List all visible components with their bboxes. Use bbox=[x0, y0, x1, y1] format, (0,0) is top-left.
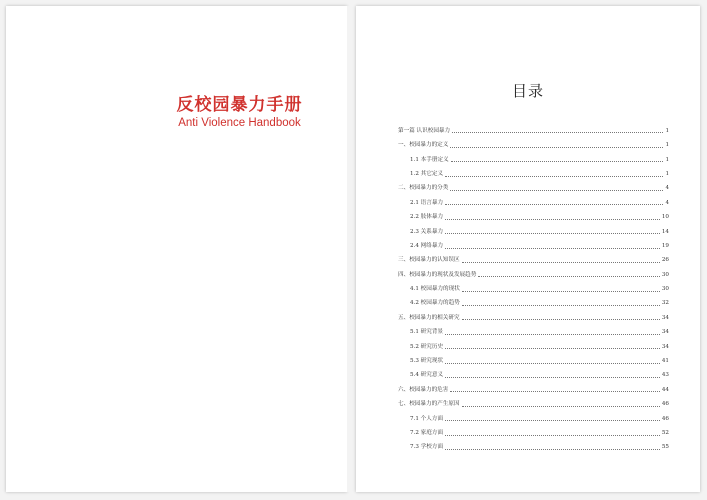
toc-entry-page-number: 34 bbox=[661, 314, 669, 321]
toc-entry[interactable] bbox=[398, 350, 669, 364]
toc-entry[interactable] bbox=[398, 178, 669, 192]
toc-entry-page-number: 34 bbox=[661, 343, 669, 350]
toc-entry[interactable] bbox=[398, 149, 669, 163]
toc-entry[interactable] bbox=[398, 336, 669, 350]
toc-entry-page-number: 1 bbox=[665, 142, 669, 149]
toc-entry-page-number: 44 bbox=[661, 386, 669, 393]
toc-leader-dots bbox=[445, 449, 660, 450]
toc-entry-page-number: 41 bbox=[661, 358, 669, 365]
toc-entry-page-number: 43 bbox=[661, 372, 669, 379]
toc-leader-dots bbox=[450, 391, 660, 392]
toc-leader-dots bbox=[445, 334, 660, 335]
toc-entry-label: 7.1 个人方面 bbox=[410, 415, 444, 422]
toc-entry-label: 7.3 学校方面 bbox=[410, 444, 444, 451]
toc-entry[interactable] bbox=[398, 293, 669, 307]
toc-leader-dots bbox=[452, 132, 663, 133]
toc-entry[interactable] bbox=[398, 437, 669, 451]
toc-leader-dots bbox=[478, 276, 660, 277]
toc-entry[interactable] bbox=[398, 379, 669, 393]
toc-entry-label: 4.2 校园暴力的趋势 bbox=[410, 300, 460, 307]
toc-entry-label: 1.1 本手册定义 bbox=[410, 156, 449, 163]
toc-leader-dots bbox=[462, 406, 660, 407]
toc-leader-dots bbox=[445, 176, 663, 177]
toc-entry[interactable] bbox=[398, 221, 669, 235]
toc-entry-label: 5.3 研究现状 bbox=[410, 358, 444, 365]
toc-entry[interactable] bbox=[398, 278, 669, 292]
cover-title-english: Anti Violence Handbook bbox=[178, 117, 301, 129]
toc-leader-dots bbox=[445, 233, 660, 234]
toc-entry[interactable] bbox=[398, 120, 669, 134]
toc-entry-page-number: 30 bbox=[661, 286, 669, 293]
toc-leader-dots bbox=[445, 348, 660, 349]
toc-entry-label: 一、校园暴力的定义 bbox=[398, 142, 449, 149]
toc-entry-page-number: 4 bbox=[665, 199, 669, 206]
toc-entry-page-number: 46 bbox=[661, 415, 669, 422]
toc-entry-label: 四、校园暴力的现状及发展趋势 bbox=[398, 271, 477, 278]
toc-entry-page-number: 1 bbox=[665, 127, 669, 134]
toc-leader-dots bbox=[445, 420, 660, 421]
toc-entry-page-number: 1 bbox=[665, 156, 669, 163]
toc-entry[interactable] bbox=[398, 408, 669, 422]
toc-leader-dots bbox=[450, 190, 663, 191]
cover-title-chinese: 反校园暴力手册 bbox=[176, 95, 303, 115]
toc-entry-page-number: 19 bbox=[661, 242, 669, 249]
toc-entry-label: 1.2 其它定义 bbox=[410, 170, 444, 177]
toc-entry-page-number: 26 bbox=[661, 257, 669, 264]
toc-leader-dots bbox=[462, 305, 660, 306]
toc-entry-label: 5.4 研究意义 bbox=[410, 372, 444, 379]
toc-entry-label: 五、校园暴力的相关研究 bbox=[398, 314, 460, 321]
toc-entry-page-number: 30 bbox=[661, 271, 669, 278]
cover-page bbox=[6, 6, 347, 492]
toc-entry-label: 5.2 研究历史 bbox=[410, 343, 444, 350]
toc-entry[interactable] bbox=[398, 365, 669, 379]
toc-entry-page-number: 10 bbox=[661, 214, 669, 221]
toc-leader-dots bbox=[462, 291, 660, 292]
toc-entry-label: 5.1 研究背景 bbox=[410, 329, 444, 336]
toc-entry-page-number: 34 bbox=[661, 329, 669, 336]
toc-leader-dots bbox=[445, 377, 660, 378]
toc-entry[interactable] bbox=[398, 321, 669, 335]
toc-entry-label: 7.2 家庭方面 bbox=[410, 430, 444, 436]
toc-entry[interactable] bbox=[398, 422, 669, 436]
toc-entry[interactable] bbox=[398, 192, 669, 206]
toc-leader-dots bbox=[450, 147, 663, 148]
toc-entry-page-number: 32 bbox=[661, 300, 669, 307]
toc-entry-page-number: 4 bbox=[665, 185, 669, 192]
toc-list bbox=[398, 120, 669, 451]
toc-leader-dots bbox=[451, 161, 664, 162]
toc-leader-dots bbox=[445, 204, 663, 205]
toc-leader-dots bbox=[445, 363, 660, 364]
toc-entry-label: 4.1 校园暴力的现状 bbox=[410, 286, 460, 293]
toc-entry[interactable] bbox=[398, 235, 669, 249]
toc-leader-dots bbox=[445, 435, 660, 436]
toc-entry-label: 2.3 关系暴力 bbox=[410, 228, 444, 235]
toc-entry[interactable] bbox=[398, 134, 669, 148]
cover-title-block bbox=[6, 90, 347, 130]
toc-entry[interactable] bbox=[398, 393, 669, 407]
toc-entry-label: 第一篇 认识校园暴力 bbox=[398, 127, 451, 134]
toc-entry[interactable] bbox=[398, 250, 669, 264]
toc-entry-page-number: 14 bbox=[661, 228, 669, 235]
toc-leader-dots bbox=[445, 219, 660, 220]
toc-entry-page-number: 1 bbox=[665, 170, 669, 177]
toc-entry-label: 七、校园暴力的产生原因 bbox=[398, 401, 460, 408]
toc-entry-label: 2.2 肢体暴力 bbox=[410, 214, 444, 221]
toc-entry-label: 六、校园暴力的危害 bbox=[398, 386, 449, 393]
toc-entry[interactable] bbox=[398, 307, 669, 321]
toc-entry-label: 2.1 语言暴力 bbox=[410, 199, 444, 206]
toc-page bbox=[356, 6, 700, 492]
toc-entry[interactable] bbox=[398, 264, 669, 278]
toc-entry-page-number: 46 bbox=[661, 401, 669, 408]
toc-entry-label: 二、校园暴力的分类 bbox=[398, 185, 449, 192]
toc-entry-page-number: 55 bbox=[661, 444, 669, 451]
toc-heading: 目录 bbox=[511, 82, 544, 100]
toc-entry[interactable] bbox=[398, 206, 669, 220]
toc-leader-dots bbox=[445, 248, 660, 249]
toc-entry-label: 三、校园暴力的认知误区 bbox=[398, 257, 460, 264]
toc-entry[interactable] bbox=[398, 163, 669, 177]
toc-entry-label: 2.4 网络暴力 bbox=[410, 242, 444, 249]
toc-leader-dots bbox=[462, 262, 660, 263]
toc-entry-page-number: 52 bbox=[661, 430, 669, 436]
page-gutter bbox=[347, 6, 356, 492]
toc-leader-dots bbox=[462, 319, 660, 320]
